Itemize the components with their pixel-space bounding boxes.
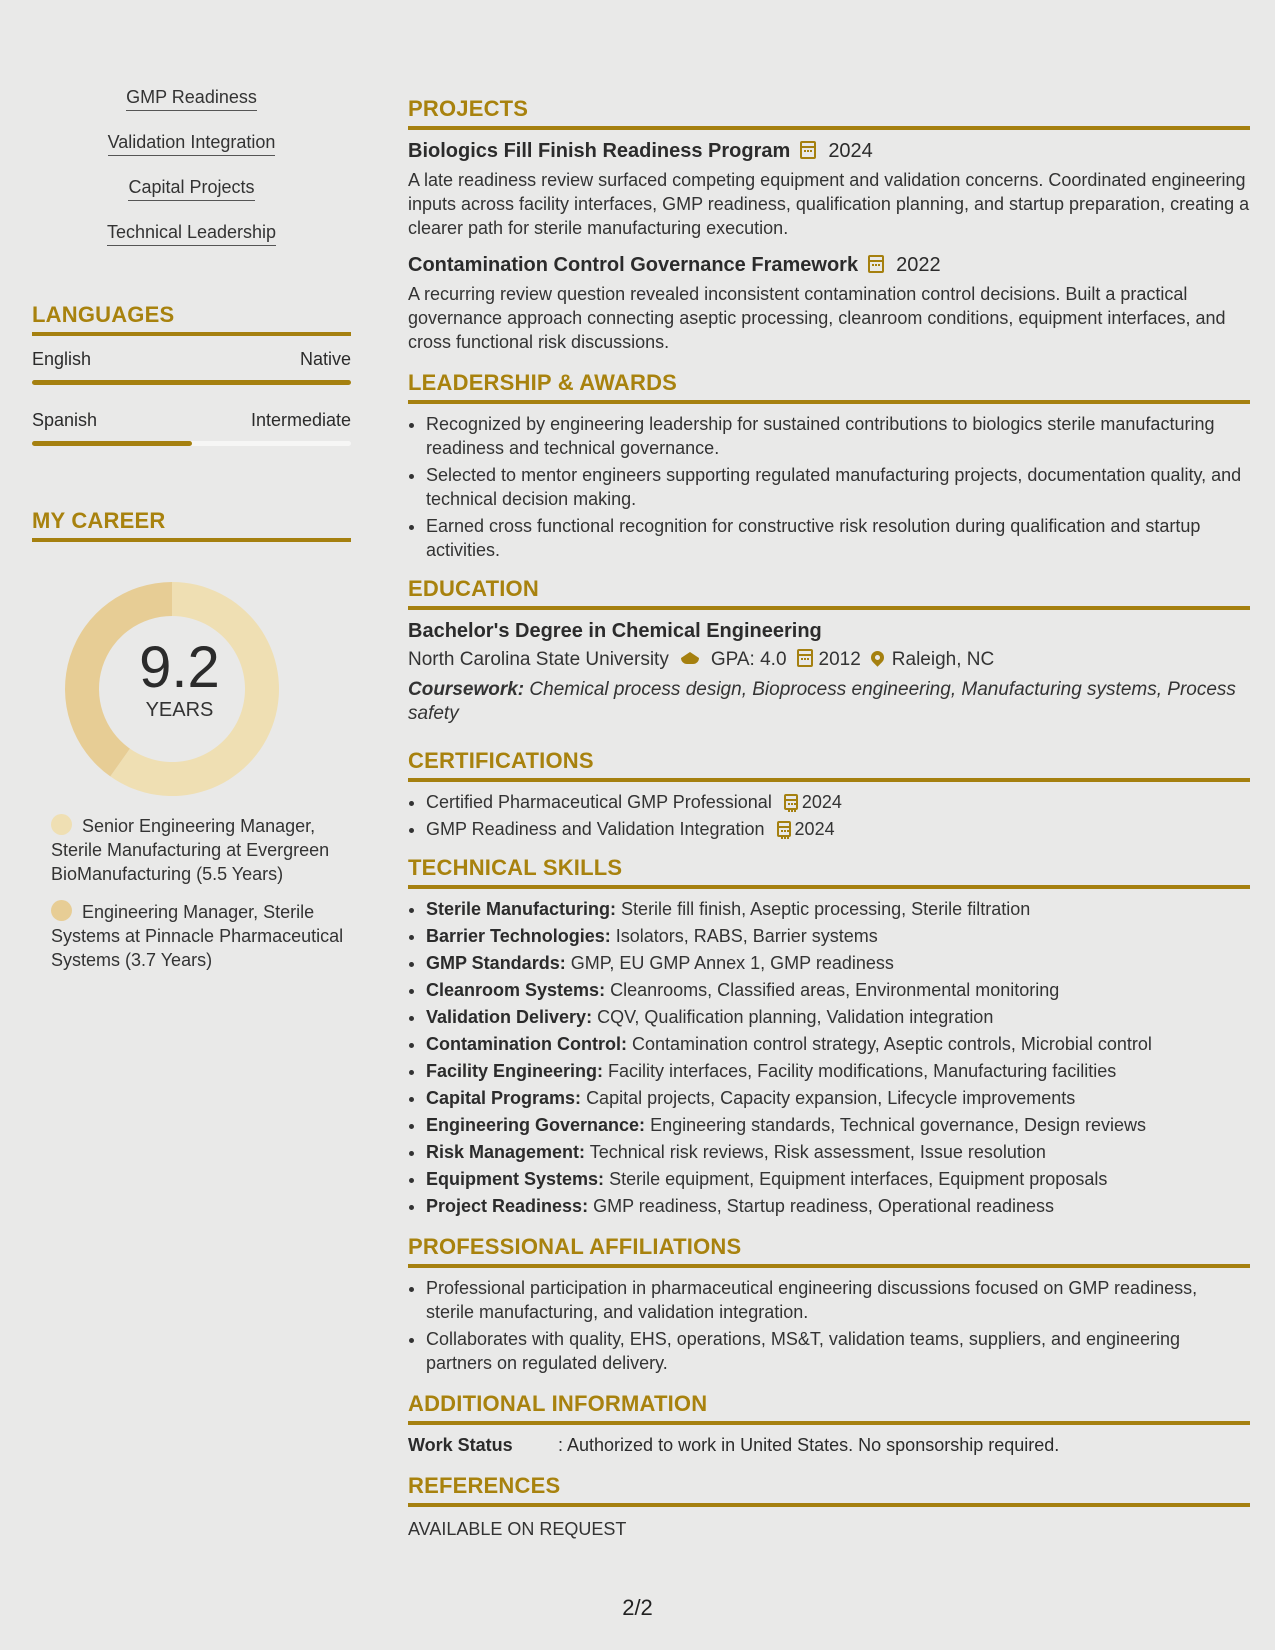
list-item: • Earned cross functional recognition for constructive risk resolution during qualification and startup activities.: [426, 514, 1250, 562]
calendar-icon: [800, 141, 816, 159]
calendar-icon: [784, 794, 798, 810]
skills-heading: TECHNICAL SKILLS: [408, 855, 1250, 889]
affiliations-list: [408, 1276, 1250, 1375]
list-item: [426, 1167, 1250, 1191]
affiliations-section: [408, 1234, 1250, 1375]
skill-values: Facility interfaces, Facility modifications, Manufacturing facilities: [608, 1061, 1117, 1081]
list-item: [426, 978, 1250, 1002]
career-donut-chart: [32, 554, 351, 814]
skill-category: Engineering Governance:: [426, 1115, 646, 1135]
project-year: 2022: [896, 254, 941, 276]
project-name: Contamination Control Governance Framework: [408, 254, 859, 276]
list-item: [426, 1194, 1250, 1218]
list-item: [426, 1032, 1250, 1056]
skill-values: GMP readiness, Startup readiness, Operational readiness: [593, 1196, 1054, 1216]
skill-values: Technical risk reviews, Risk assessment, Issue resolution: [589, 1142, 1046, 1162]
skill-values: Contamination control strategy, Aseptic controls, Microbial control: [632, 1034, 1152, 1054]
skill-values: Engineering standards, Technical governance, Design reviews: [650, 1115, 1147, 1135]
calendar-icon: [777, 821, 791, 837]
project-description: A late readiness review surfaced competing equipment and validation concerns. Coordinated engineering inputs across facility interfaces, GMP readiness, qualification planning, and startup preparation, creating a clearer path for sterile manufacturing execution.: [408, 170, 1250, 238]
education-year: 2012: [818, 649, 861, 670]
language-level: Native: [299, 349, 351, 369]
sidebar: [32, 86, 351, 986]
education-meta: [408, 646, 1250, 674]
references-heading: REFERENCES: [408, 1473, 1250, 1507]
references-text: AVAILABLE ON REQUEST: [408, 1519, 627, 1539]
career-total: 9.2: [139, 635, 220, 700]
skill-values: GMP, EU GMP Annex 1, GMP readiness: [570, 953, 894, 973]
leadership-section: [408, 370, 1250, 562]
career-unit: YEARS: [145, 699, 214, 721]
calendar-icon: [868, 255, 884, 273]
education-heading: EDUCATION: [408, 576, 1250, 610]
skill-values: Sterile fill finish, Aseptic processing, Sterile filtration: [621, 899, 1031, 919]
legend-dot: [51, 900, 72, 921]
list-item: [426, 1140, 1250, 1164]
skill-values: Sterile equipment, Equipment interfaces, Equipment proposals: [609, 1169, 1108, 1189]
career-section: [32, 508, 351, 972]
certifications-heading: CERTIFICATIONS: [408, 748, 1250, 782]
school-name: North Carolina State University: [408, 649, 669, 670]
project-description: A recurring review question revealed inconsistent contamination control decisions. Built a practical governance approach connecting aseptic processing, cleanroom conditions, equipment interfaces, and cross functional risk discussions.: [408, 284, 1226, 352]
list-item: [426, 817, 1250, 841]
languages-heading: LANGUAGES: [32, 302, 351, 336]
project-title: [408, 252, 1250, 278]
career-item-text: Engineering Manager, Sterile Systems at Pinnacle Pharmaceutical Systems (3.7 Years): [51, 902, 344, 970]
skill-values: Cleanrooms, Classified areas, Environmental monitoring: [610, 980, 1060, 1000]
list-item: [426, 897, 1250, 921]
skill-values: Capital projects, Capacity expansion, Lifecycle improvements: [586, 1088, 1076, 1108]
graduation-cap-icon: [679, 652, 701, 666]
degree-title: Bachelor's Degree in Chemical Engineering: [408, 620, 822, 642]
leadership-heading: LEADERSHIP & AWARDS: [408, 370, 1250, 404]
certification-name: GMP Readiness and Validation Integration: [426, 819, 765, 839]
languages-section: [32, 302, 351, 446]
location-pin-icon: [868, 648, 886, 666]
list-item: • Recognized by engineering leadership for sustained contributions to biologics sterile manufacturing readiness and technical governance.: [426, 412, 1250, 460]
skill-category: Barrier Technologies:: [426, 926, 611, 946]
page-number: 2/2: [622, 1595, 653, 1620]
education-location: Raleigh, NC: [891, 649, 995, 670]
certification-year: 2024: [794, 819, 835, 839]
skill-category: Validation Delivery:: [426, 1007, 593, 1027]
work-status: [408, 1433, 1250, 1457]
skill-values: Isolators, RABS, Barrier systems: [615, 926, 878, 946]
skill-tag: GMP Readiness: [126, 86, 257, 111]
work-status-value: : Authorized to work in United States. No sponsorship required.: [558, 1435, 1060, 1455]
list-item: [426, 1059, 1250, 1083]
language-bar-fill: [32, 441, 192, 446]
calendar-icon: [797, 649, 813, 667]
career-list: [32, 814, 351, 972]
skill-tag: Technical Leadership: [107, 221, 276, 246]
gpa: GPA: 4.0: [710, 649, 787, 670]
skill-category: Risk Management:: [426, 1142, 586, 1162]
career-item: [51, 900, 351, 972]
skill-category: Equipment Systems:: [426, 1169, 605, 1189]
certification-year: 2024: [801, 792, 842, 812]
skills-list: [408, 897, 1250, 1218]
career-heading: MY CAREER: [32, 508, 351, 542]
coursework-label: Coursework:: [408, 679, 525, 700]
language-level: Intermediate: [250, 410, 351, 430]
language-name: English: [32, 349, 92, 369]
leadership-list: [408, 412, 1250, 562]
skill-category: Capital Programs:: [426, 1088, 582, 1108]
skill-category: Sterile Manufacturing:: [426, 899, 617, 919]
skill-category: Project Readiness:: [426, 1196, 589, 1216]
projects-section: [408, 96, 1250, 354]
career-item: [51, 814, 351, 886]
list-item: [426, 951, 1250, 975]
additional-section: [408, 1391, 1250, 1457]
education-section: [408, 576, 1250, 726]
list-item: [426, 924, 1250, 948]
list-item: [426, 790, 1250, 814]
coursework-text: Chemical process design, Bioprocess engineering, Manufacturing systems, Process safety: [408, 679, 1236, 724]
list-item: • Selected to mentor engineers supporting regulated manufacturing projects, documentation quality, and technical decision making.: [426, 463, 1250, 511]
language-bar: [32, 441, 351, 446]
project-name: Biologics Fill Finish Readiness Program: [408, 140, 791, 162]
references-section: [408, 1473, 1250, 1541]
language-name: Spanish: [32, 410, 98, 430]
language-bar: [32, 380, 351, 385]
list-item: [426, 1086, 1250, 1110]
certification-name: Certified Pharmaceutical GMP Professional: [426, 792, 772, 812]
skill-category: GMP Standards:: [426, 953, 566, 973]
certifications-section: [408, 748, 1250, 841]
skill-tags: [32, 86, 351, 266]
project-title: [408, 138, 1250, 164]
skills-section: [408, 855, 1250, 1218]
project-year: 2024: [828, 140, 873, 162]
skill-category: Contamination Control:: [426, 1034, 627, 1054]
career-item-text: Senior Engineering Manager, Sterile Manufacturing at Evergreen BioManufacturing (5.5 Years): [51, 816, 330, 884]
skill-category: Cleanroom Systems:: [426, 980, 606, 1000]
list-item: • Professional participation in pharmaceutical engineering discussions focused on GMP readiness, sterile manufacturing, and validation integration.: [426, 1276, 1250, 1324]
legend-dot: [51, 814, 72, 835]
skill-values: CQV, Qualification planning, Validation integration: [597, 1007, 994, 1027]
skill-tag: Validation Integration: [108, 131, 276, 156]
language-item: [32, 409, 351, 446]
certifications-list: [408, 790, 1250, 841]
work-status-label: Work Status: [408, 1435, 513, 1455]
coursework: [408, 678, 1250, 726]
list-item: [426, 1005, 1250, 1029]
skill-category: Facility Engineering:: [426, 1061, 604, 1081]
main-content: [408, 96, 1250, 1541]
language-item: [32, 348, 351, 385]
list-item: [426, 1113, 1250, 1137]
additional-heading: ADDITIONAL INFORMATION: [408, 1391, 1250, 1425]
skill-tag: Capital Projects: [128, 176, 254, 201]
projects-heading: PROJECTS: [408, 96, 1250, 130]
list-item: • Collaborates with quality, EHS, operations, MS&T, validation teams, suppliers, and engineering partners on regulated delivery.: [426, 1327, 1250, 1375]
affiliations-heading: PROFESSIONAL AFFILIATIONS: [408, 1234, 1250, 1268]
language-bar-fill: [32, 380, 351, 385]
